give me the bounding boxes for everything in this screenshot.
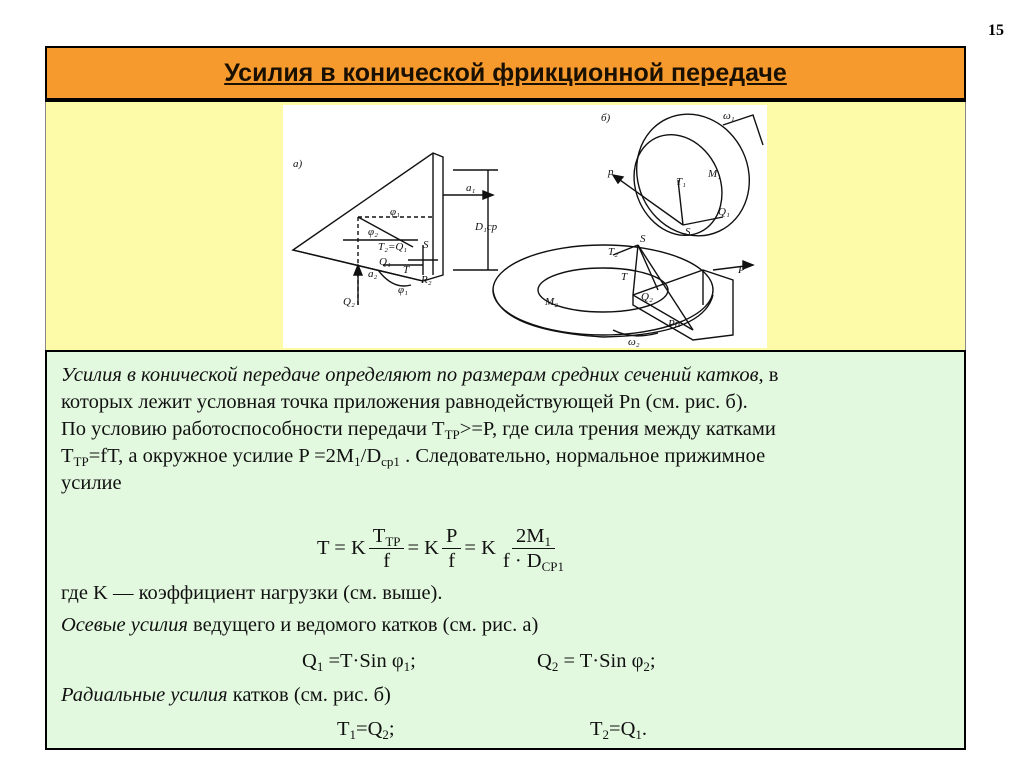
svg-text:Pn: Pn (668, 318, 681, 330)
svg-text:T: T (621, 271, 628, 283)
svg-text:φ₁: φ₁ (390, 206, 400, 218)
svg-text:ω₂: ω₂ (628, 336, 640, 348)
paragraph-6: где K — коэффициент нагрузки (см. выше). (61, 582, 443, 604)
svg-text:M₁: M₁ (708, 168, 721, 180)
paragraph-7: Осевые усилия ведущего и ведомого катков (см. рис. а) (61, 614, 539, 636)
page-number: 15 (988, 22, 1004, 39)
title-banner (45, 46, 966, 102)
label-a: а) (293, 158, 303, 170)
svg-text:Q₂: Q₂ (641, 291, 653, 303)
clamping-force-formula: T = K $\frac{T_{ТР}}{f}$ = K $\frac{P}{f}$ = K $\frac{2M_1}{f \cdot D_{СР1}}$ (317, 525, 565, 574)
paragraph-4: $T_{ТР}=fT$, а окружное усилие $P =2M_1/D_{ср1}$ . Следовательно, нормальное прижимное (61, 445, 766, 469)
diagram-b (493, 105, 767, 340)
paragraph-8: Радиальные усилия катков (см. рис. б) (61, 684, 391, 706)
paragraph-5: усилие (61, 472, 122, 494)
label-b: б) (601, 112, 611, 124)
radial-force-eq-2: $T_2=Q_1$. (590, 718, 648, 742)
axial-force-eq-2: $Q_2 = T\cdot Sin$ $\varphi_2$; (537, 650, 656, 674)
slide-title: Усилия в конической фрикционной передаче (224, 58, 787, 87)
paragraph-1: Усилия в конической передаче определяют по размерам средних сечений катков, в (61, 364, 779, 386)
svg-text:φ₁: φ₁ (398, 284, 408, 296)
svg-text:a₁: a₁ (466, 182, 476, 194)
svg-text:P: P (738, 264, 745, 276)
paragraph-2: которых лежит условная точка приложения равнодействующей Pn (см. рис. б). (61, 391, 748, 413)
svg-text:S: S (685, 226, 691, 238)
svg-text:T₁: T₁ (676, 176, 686, 188)
svg-text:a₂: a₂ (368, 268, 378, 280)
svg-text:φ₂: φ₂ (368, 226, 378, 238)
svg-text:T₂: T₂ (608, 246, 618, 258)
diagram-a (293, 153, 498, 305)
svg-text:Q₁: Q₁ (379, 256, 391, 268)
explanation-box (45, 350, 966, 750)
svg-text:Q₁: Q₁ (718, 206, 730, 218)
svg-text:S: S (423, 239, 429, 251)
svg-text:D₁ср: D₁ср (475, 221, 498, 233)
diagram-a-labels (293, 158, 498, 308)
axial-force-eq-1: $Q_1 =T\cdot Sin$ $\varphi_1$; (302, 650, 416, 674)
svg-text:p: p (608, 166, 614, 178)
radial-force-eq-1: $T_1=Q_2$; (337, 718, 395, 742)
svg-text:Q₂: Q₂ (343, 296, 355, 308)
bevel-friction-gear-diagram (283, 105, 767, 348)
svg-text:R₂: R₂ (421, 274, 432, 286)
svg-text:M₂: M₂ (545, 296, 558, 308)
paragraph-3: По условию работоспособности передачи $T_{ТР}>=P$, где сила трения между катками (61, 418, 776, 442)
svg-text:S: S (640, 233, 646, 245)
svg-text:T₂=Q₁: T₂=Q₁ (378, 241, 408, 253)
figure-panel (283, 105, 767, 348)
svg-text:ω₁: ω₁ (723, 110, 735, 122)
svg-text:T: T (403, 264, 410, 276)
